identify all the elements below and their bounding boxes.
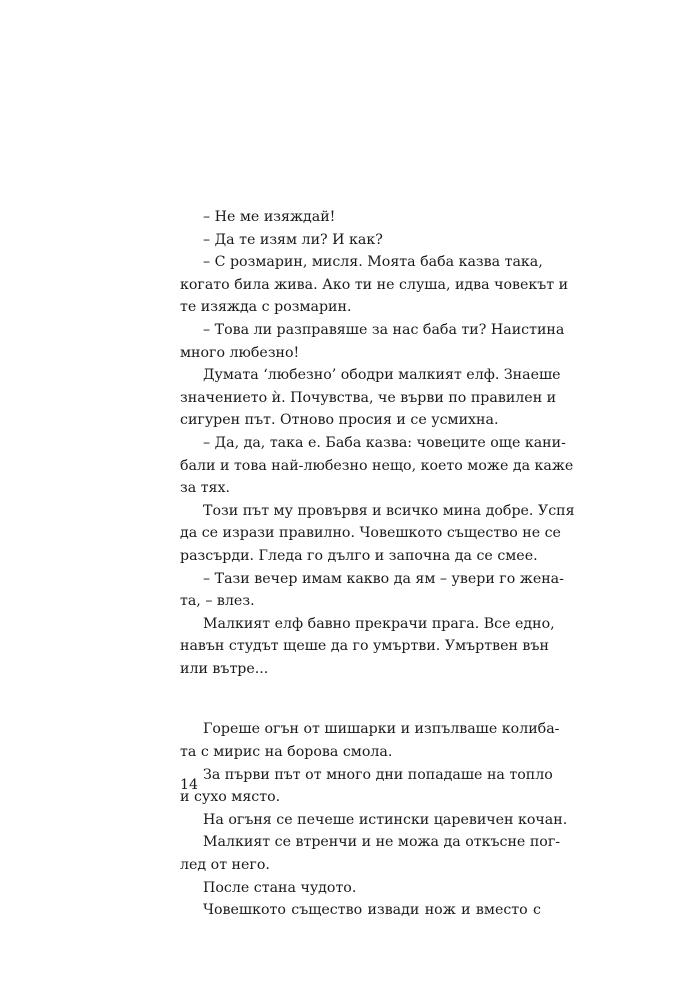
text-line: значението ѝ. Почувства, че върви по правилен и	[180, 389, 557, 406]
text-line: и сухо място.	[180, 789, 281, 806]
section-break	[180, 680, 541, 718]
text-line: лед от него.	[180, 857, 270, 874]
text-line: – Не ме изяждай!	[203, 209, 336, 225]
text-line: за тях.	[180, 480, 231, 497]
text-line: Малкият се втренчи и не можа да откъсне пог-	[203, 834, 561, 851]
text-line: разсърди. Гледа го дълго и започна да се смее.	[180, 547, 538, 564]
text-line: – Тази вечер имам какво да ям – увери го жена-	[203, 570, 564, 587]
body-text	[180, 206, 575, 922]
text-line: Човешкото същество извади нож и вместо с	[203, 902, 541, 919]
text-line: та, – влез.	[180, 593, 255, 610]
text-line: – Да, да, така е. Баба казва: човеците още кани-	[203, 434, 566, 451]
text-line: та с мирис на борова смола.	[180, 744, 393, 761]
text-line: После стана чудото.	[203, 879, 357, 896]
text-line: когато била жива. Ако ти не слуша, идва човекът и	[180, 276, 569, 293]
text-line: бали и това най-любезно нещо, което може да каже	[180, 457, 574, 474]
text-line: много любезно!	[180, 344, 300, 361]
text-line: те изяжда с розмарин.	[180, 299, 352, 316]
text-line: – Това ли разправяше за нас баба ти? Наистина	[203, 321, 565, 338]
text-line: На огъня се печеше истински царевичен кочан.	[203, 811, 568, 828]
page-number: 14	[180, 777, 199, 793]
text-line: навън студът щеше да го умъртви. Умъртвен вън	[180, 638, 549, 655]
text-line: Този път му провървя и всичко мина добре. Успя	[203, 502, 575, 519]
text-line: – С розмарин, мисля. Моята баба казва така,	[203, 254, 543, 271]
text-line: Гореше огън от шишарки и изпълваше колиба-	[203, 721, 560, 738]
text-line: Малкият елф бавно прекрачи прага. Все едно,	[203, 615, 555, 632]
text-line: – Да те изям ли? И как?	[203, 231, 383, 248]
text-line: сигурен път. Отново просия и се усмихна.	[180, 412, 499, 429]
text-line: или вътре...	[180, 660, 269, 677]
text-line: За първи път от много дни попадаше на топло	[203, 766, 553, 783]
text-line: да се изрази правилно. Човешкото същество не се	[180, 525, 561, 542]
text-line: Думата ‘любезно’ ободри малкият елф. Знаеше	[203, 367, 561, 384]
